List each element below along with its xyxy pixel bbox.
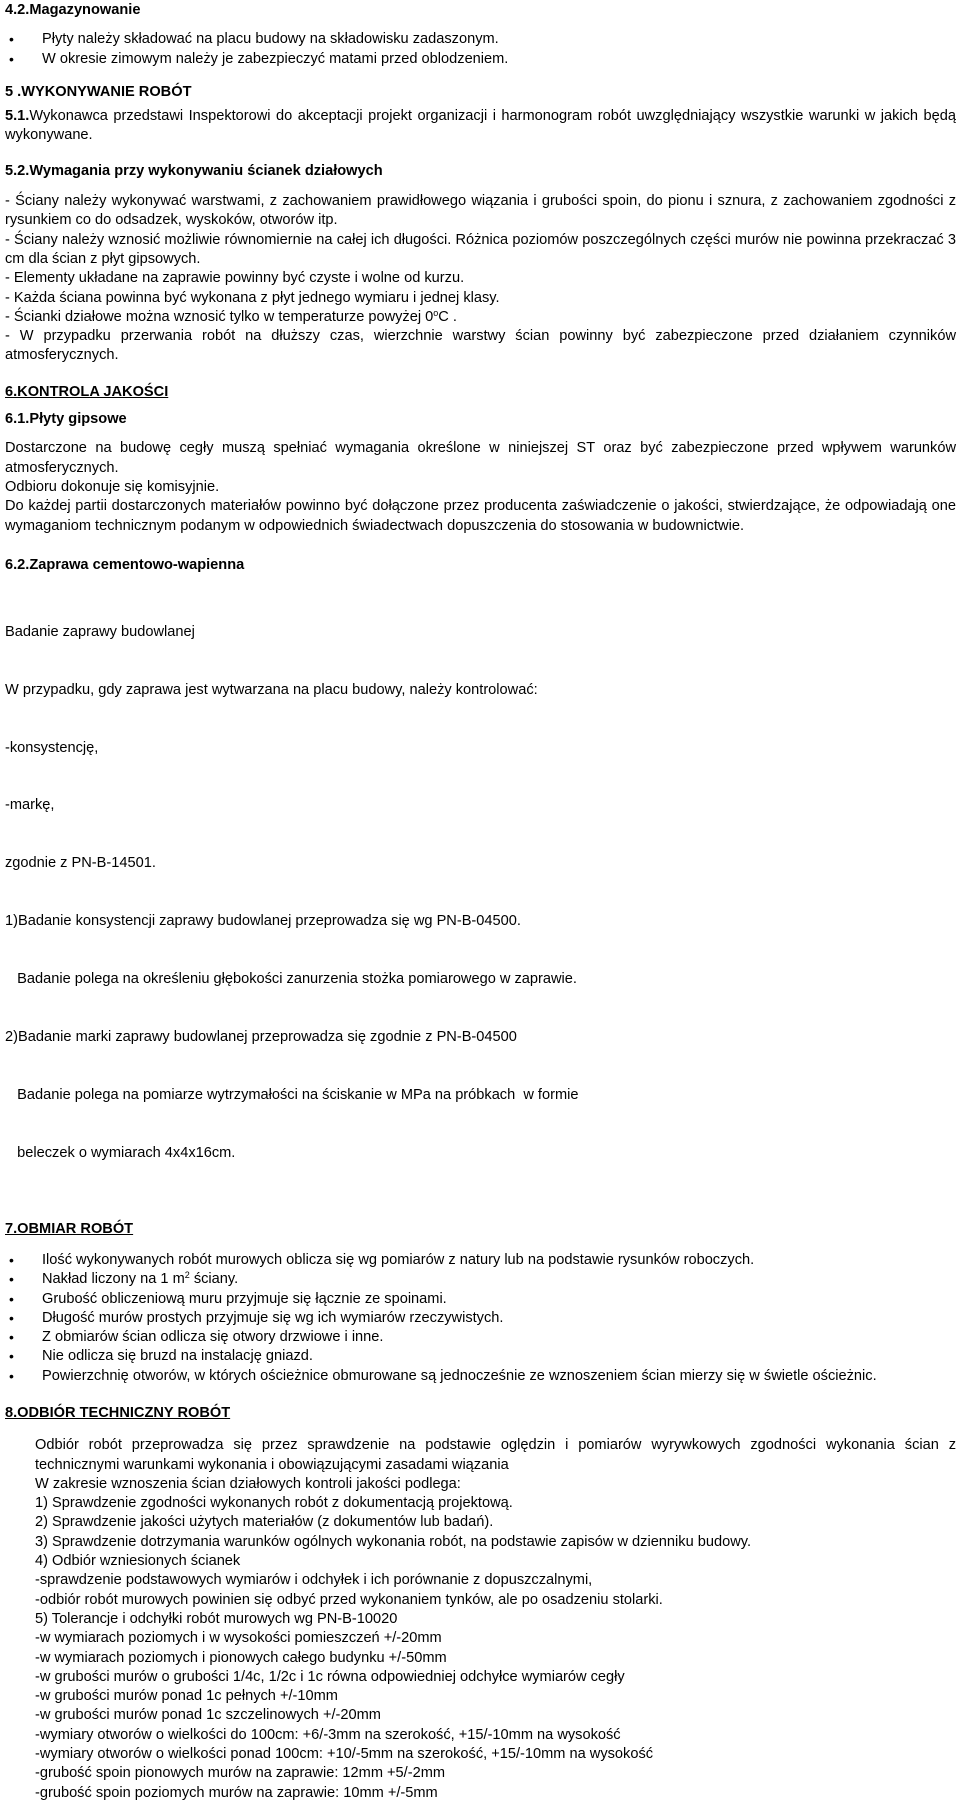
list-item: • Powierzchnię otworów, w których ościeżnice obmurowane są jednocześnie ze wznoszeniem ścian mierzy się w świetle ościeżnic. — [5, 1367, 956, 1386]
text-line: 2) Sprawdzenie jakości użytych materiałów (z dokumentów lub badań). — [35, 1514, 494, 1531]
list-item-text: ściany. — [189, 1271, 239, 1288]
text-line: -w grubości murów o grubości 1/4c, 1/2c i 1c równa odpowiedniej odchyłce wymiarów cegły — [35, 1668, 625, 1685]
list-item: • Długość murów prostych przyjmuje się wg ich wymiarów rzeczywistych. — [5, 1309, 956, 1328]
section-5-2-heading: 5.2.Wymagania przy wykonywaniu ścianek działowych — [5, 162, 383, 179]
text-line: 5) Tolerancje i odchyłki robót murowych wg PN-B-10020 — [35, 1610, 398, 1627]
text-line: -markę, — [5, 797, 55, 814]
text-line: 1) Sprawdzenie zgodności wykonanych robót z dokumentacją projektową. — [35, 1495, 513, 1512]
text-line: beleczek o wymiarach 4x4x16cm. — [5, 1144, 236, 1161]
section-6-heading: 6.KONTROLA JAKOŚCI — [5, 383, 169, 400]
text-line: -w wymiarach poziomych i w wysokości pomieszczeń +/-20mm — [35, 1630, 442, 1647]
measurement-list — [5, 1251, 956, 1386]
text-line: 3) Sprawdzenie dotrzymania warunków ogólnych wykonania robót, na podstawie zapisów w dzienniku budowy. — [35, 1533, 752, 1550]
list-item: • Ilość wykonywanych robót murowych oblicza się wg pomiarów z natury lub na podstawie rysunków roboczych. — [5, 1251, 956, 1270]
text-line: -w wymiarach poziomych i pionowych całego budynku +/-50mm — [35, 1649, 447, 1666]
square-superscript: 2 — [184, 1270, 190, 1281]
section-5-heading: 5 .WYKONYWANIE ROBÓT — [5, 83, 192, 100]
paragraph: Dostarczone na budowę cegły muszą spełniać wymagania określone w niniejszej ST oraz być zabezpieczone przed wpływem warunków atmosferycznych. — [5, 440, 956, 476]
section-5-1-body: Wykonawca przedstawi Inspektorowi do akceptacji projekt organizacji i harmonogram robót uwzględniający wszystkie warunki w jakich będą wykonywane. — [5, 108, 956, 144]
text-line: -grubość spoin pionowych murów na zaprawie: 12mm +5/-2mm — [35, 1765, 446, 1782]
list-item-text: Nakład liczony na 1 m — [42, 1271, 185, 1288]
temperature-text: - Ścianki działowe można wznosić tylko w temperaturze powyżej 0 — [5, 308, 434, 325]
requirement-line: - Ściany należy wykonywać warstwami, z zachowaniem prawidłowego wiązania i grubości spoin, do pionu i sznura, z zachowaniem zgodności z rysunkiem co do odsadzek, wyskoków, otworów itp. — [5, 193, 956, 229]
storage-list — [5, 30, 956, 69]
text-line: W przypadku, gdy zaprawa jest wytwarzana na placu budowy, należy kontrolować: — [5, 681, 538, 698]
text-line: 1)Badanie konsystencji zaprawy budowlanej przeprowadza się wg PN-B-04500. — [5, 913, 521, 930]
text-line: Badanie polega na pomiarze wytrzymałości na ściskanie w MPa na próbkach w formie — [5, 1086, 579, 1103]
requirement-line: - W przypadku przerwania robót na dłuższy czas, wierzchnie warstwy ścian powinny być zabezpieczone przed działaniem czynników atmosferycznych. — [5, 328, 956, 364]
text-line: 2)Badanie marki zaprawy budowlanej przeprowadza się zgodnie z PN-B-04500 — [5, 1028, 517, 1045]
text-line: -w grubości murów ponad 1c pełnych +/-10mm — [35, 1688, 338, 1705]
list-item: • Z obmiarów ścian odlicza się otwory drzwiowe i inne. — [5, 1328, 956, 1347]
requirement-line: - Ściany należy wznosić możliwie równomiernie na całej ich długości. Różnica poziomów poszczególnych części murów nie powinna przekraczać 3 cm dla ścian z płyt gipsowych. — [5, 231, 956, 267]
text-line: Badanie zaprawy budowlanej — [5, 623, 195, 640]
section-8-heading: 8.ODBIÓR TECHNICZNY ROBÓT — [5, 1405, 231, 1421]
degree-superscript: o — [433, 307, 439, 318]
text-line: -sprawdzenie podstawowych wymiarów i odchyłek i ich porównanie z dopuszczalnymi, — [35, 1572, 593, 1589]
text-line: zgodnie z PN-B-14501. — [5, 855, 156, 872]
section-6-1-heading: 6.1.Płyty gipsowe — [5, 411, 127, 428]
paragraph: Odbiór robót przeprowadza się przez sprawdzenie na podstawie oględzin i pomiarów wyrywkowych zgodności wykonania ścian z technicznymi warunkami wykonania i obowiązującymi zasadami wiązania — [35, 1437, 956, 1473]
section-6-2-heading: 6.2.Zaprawa cementowo-wapienna — [5, 556, 245, 573]
requirement-line: - Elementy układane na zaprawie powinny być czyste i wolne od kurzu. — [5, 270, 465, 287]
text-line: -grubość spoin poziomych murów na zaprawie: 10mm +/-5mm — [35, 1784, 438, 1801]
section-5-1-text — [5, 107, 956, 146]
paragraph: Odbioru dokonuje się komisyjnie. — [5, 478, 220, 495]
paragraph: Do każdej partii dostarczonych materiałów powinno być dołączone przez producenta zaświadczenie o jakości, stwierdzające, że odpowiadają one wymaganiom technicznym podanym w odpowiednich świadectwach dopuszczenia do stosowania w budownictwie. — [5, 498, 956, 534]
section-4-2-heading: 4.2.Magazynowanie — [5, 2, 141, 18]
text-line: -w grubości murów ponad 1c szczelinowych +/-20mm — [35, 1707, 381, 1724]
list-item — [5, 1270, 956, 1289]
section-5-1-number: 5.1. — [5, 108, 30, 125]
section-7-heading: 7.OBMIAR ROBÓT — [5, 1220, 134, 1237]
text-line: Badanie polega na określeniu głębokości zanurzenia stożka pomiarowego w zaprawie. — [5, 971, 577, 988]
list-item: • Nie odlicza się bruzd na instalację gniazd. — [5, 1347, 956, 1366]
temperature-unit: C . — [438, 308, 457, 325]
section-5-2-body — [5, 192, 956, 366]
text-line: -odbiór robót murowych powinien się odbyć przed wykonaniem tynków, ale po osadzeniu stolarki. — [35, 1591, 663, 1608]
text-line: W zakresie wznoszenia ścian działowych kontroli jakości podlega: — [35, 1475, 461, 1492]
text-line: -wymiary otworów o wielkości do 100cm: +6/-3mm na szerokość, +15/-10mm na wysokość — [35, 1726, 621, 1743]
section-6-2-body — [5, 584, 956, 1202]
list-item: • Płyty należy składować na placu budowy na składowisku zadaszonym. — [5, 30, 956, 49]
text-line: -konsystencję, — [5, 739, 99, 756]
list-item: • Grubość obliczeniową muru przyjmuje się łącznie ze spoinami. — [5, 1290, 956, 1309]
section-6-1-body — [5, 439, 956, 535]
section-8-body — [5, 1436, 956, 1803]
document-page — [5, 0, 956, 1803]
text-line: 4) Odbiór wzniesionych ścianek — [35, 1553, 241, 1570]
requirement-line: - Każda ściana powinna być wykonana z płyt jednego wymiaru i jednej klasy. — [5, 289, 500, 306]
requirement-line-temperature — [5, 308, 956, 327]
text-line: -wymiary otworów o wielkości ponad 100cm: +10/-5mm na szerokość, +15/-10mm na wysokość — [35, 1746, 654, 1763]
list-item: • W okresie zimowym należy je zabezpieczyć matami przed oblodzeniem. — [5, 50, 956, 69]
